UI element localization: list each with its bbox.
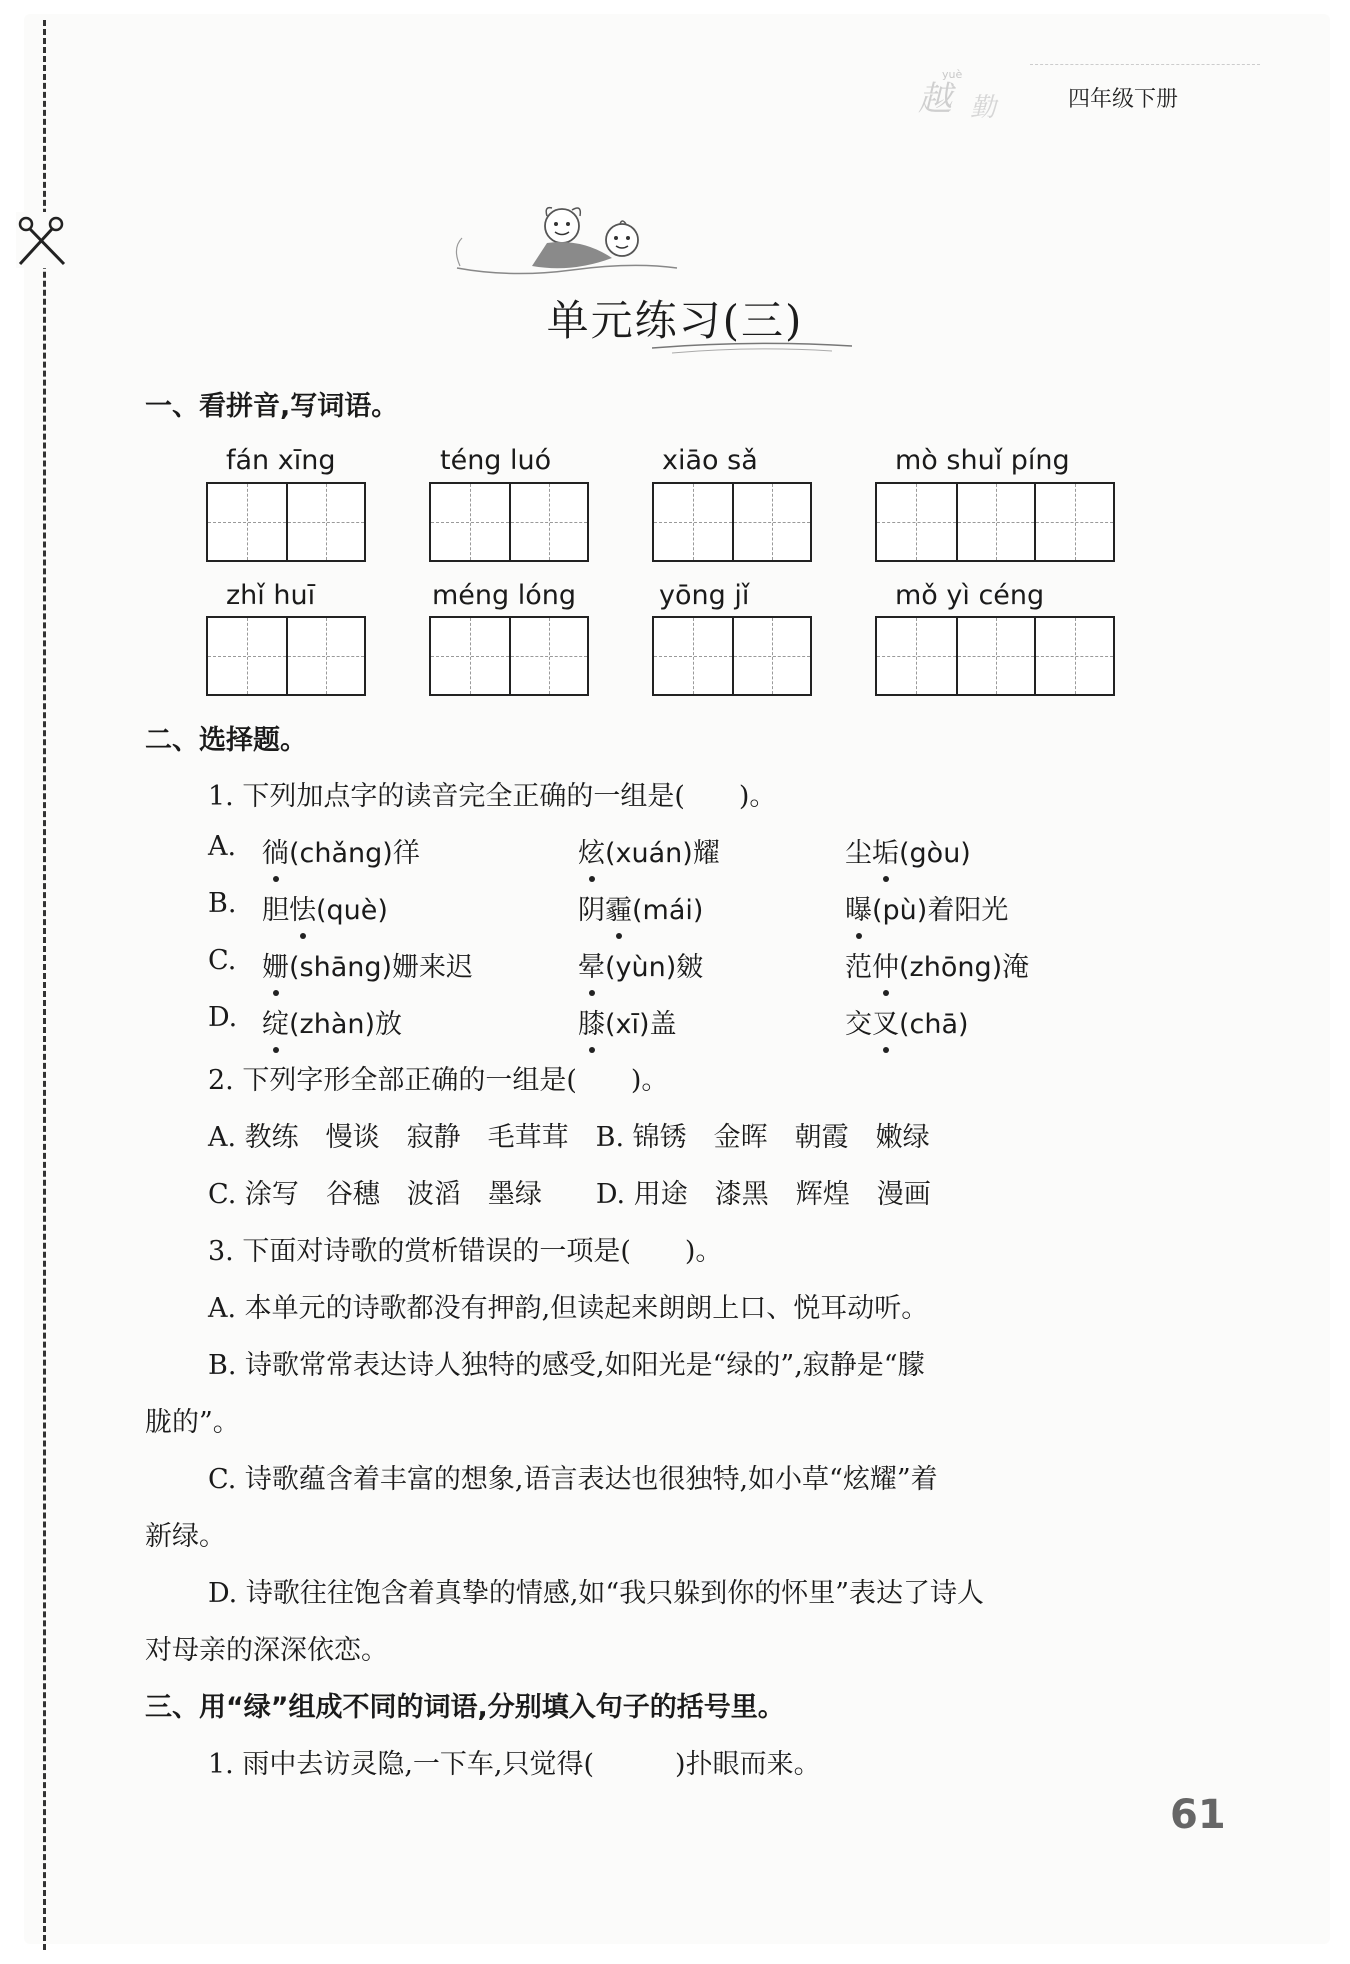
- q2-stem: 2. 下列字形全部正确的一组是( )。: [208, 1065, 669, 1096]
- q2-options-ab: A. 教练 慢谈 寂静 毛茸茸 B. 锦锈 金晖 朝霞 嫩绿: [208, 1122, 930, 1153]
- scissors-icon: [16, 212, 72, 268]
- q1-option-a: A.: [208, 831, 237, 862]
- q3-option-c-cont: 新绿。: [145, 1521, 226, 1552]
- pinyin-label: zhǐ huī: [226, 580, 316, 611]
- writing-grid[interactable]: [875, 616, 1115, 696]
- brand-logo-icon: [900, 60, 1020, 130]
- writing-grid[interactable]: [652, 482, 812, 562]
- pinyin-label: mò shuǐ píng: [895, 445, 1070, 476]
- q1-option-c-item1: 姗(shāng)姗来迟: [262, 945, 473, 984]
- q3-option-d: D. 诗歌往往饱含着真挚的情感,如“我只躲到你的怀里”表达了诗人: [208, 1578, 985, 1609]
- section1-heading: 一、看拼音,写词语。: [145, 391, 399, 422]
- q3-option-c: C. 诗歌蕴含着丰富的想象,语言表达也很独特,如小草“炫耀”着: [208, 1464, 938, 1495]
- writing-grid[interactable]: [875, 482, 1115, 562]
- q1-option-c: C.: [208, 945, 237, 976]
- svg-text:越: 越: [918, 79, 952, 119]
- pinyin-label: fán xīng: [226, 445, 336, 476]
- section2-heading: 二、选择题。: [145, 725, 307, 756]
- header-rule: [1030, 64, 1260, 65]
- pinyin-label: mǒ yì céng: [895, 580, 1045, 611]
- q1-option-a-item2: 炫(xuán)耀: [578, 831, 720, 870]
- q1-option-a-item3: 尘垢(gòu): [845, 831, 971, 870]
- pinyin-label: téng luó: [440, 445, 552, 476]
- page-title: 单元练习(三): [546, 296, 804, 345]
- q1-option-d: D.: [208, 1002, 238, 1033]
- s3-q1: 1. 雨中去访灵隐,一下车,只觉得( )扑眼而来。: [208, 1749, 821, 1780]
- writing-grid[interactable]: [652, 616, 812, 696]
- q1-option-b-item1: 胆怯(què): [262, 888, 388, 927]
- pinyin-label: yōng jǐ: [659, 580, 750, 611]
- writing-grid[interactable]: [206, 482, 366, 562]
- svg-text:yuè: yuè: [942, 68, 963, 81]
- q3-option-d-cont: 对母亲的深深依恋。: [145, 1635, 388, 1666]
- q3-option-b-cont: 胧的”。: [145, 1407, 240, 1438]
- pinyin-label: méng lóng: [432, 580, 577, 611]
- q1-option-b: B.: [208, 888, 237, 919]
- q2-options-cd: C. 涂写 谷穗 波滔 墨绿 D. 用途 漆黑 辉煌 漫画: [208, 1179, 931, 1210]
- writing-grid[interactable]: [206, 616, 366, 696]
- children-illustration-icon: [452, 198, 682, 288]
- q1-option-c-item3: 范仲(zhōng)淹: [845, 945, 1029, 984]
- page-number: 61: [1170, 1792, 1226, 1838]
- q1-option-a-item1: 徜(chǎng)徉: [262, 831, 420, 870]
- writing-grid[interactable]: [429, 616, 589, 696]
- q3-option-b: B. 诗歌常常表达诗人独特的感受,如阳光是“绿的”,寂静是“朦: [208, 1350, 925, 1381]
- q1-option-d-item2: 膝(xī)盖: [578, 1002, 677, 1041]
- q3-option-a: A. 本单元的诗歌都没有押韵,但读起来朗朗上口、悦耳动听。: [208, 1293, 929, 1324]
- section3-heading: 三、用“绿”组成不同的词语,分别填入句子的括号里。: [145, 1692, 785, 1723]
- q1-option-b-item2: 阴霾(mái): [578, 888, 703, 927]
- svg-text:勤: 勤: [970, 93, 997, 123]
- q3-stem: 3. 下面对诗歌的赏析错误的一项是( )。: [208, 1236, 723, 1267]
- q1-option-b-item3: 曝(pù)着阳光: [845, 888, 1008, 927]
- pinyin-label: xiāo sǎ: [662, 445, 758, 476]
- title-underline: [652, 338, 852, 356]
- q1-option-d-item1: 绽(zhàn)放: [262, 1002, 402, 1041]
- grade-label: 四年级下册: [1068, 87, 1179, 112]
- q1-stem: 1. 下列加点字的读音完全正确的一组是( )。: [208, 781, 777, 812]
- writing-grid[interactable]: [429, 482, 589, 562]
- q1-option-d-item3: 交叉(chā): [845, 1002, 969, 1041]
- q1-option-c-item2: 晕(yùn)皴: [578, 945, 703, 984]
